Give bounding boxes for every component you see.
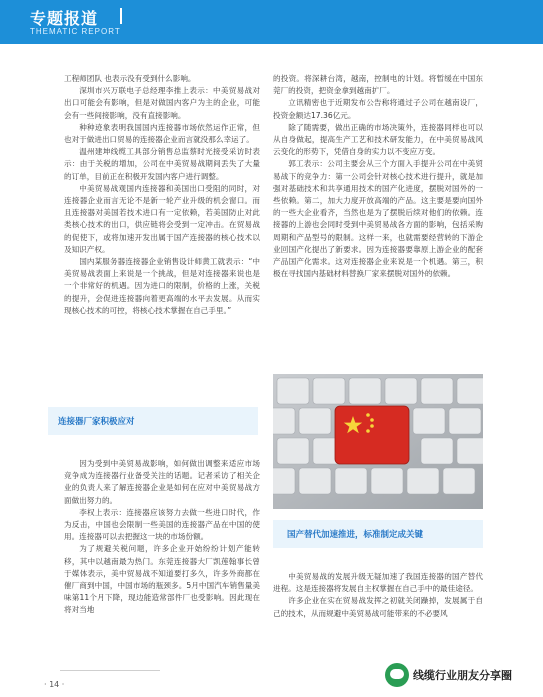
paragraph: 深圳市兴万联电子总经理李推上表示：中美贸易战对出口可能会有影响，但是对做国内客户为主的企业，可能会有一些间接影响，没有直接影响。 [64,86,260,120]
left-column [64,73,260,317]
paragraph: 国内某服务器连接器企业销售设计师黄工就表示：“中美贸易战表面上来说是一个挑战，但是对连接器来说也是一个非常好的机遇。因为进口的限制，价格的上涨，关税的提升，会促进连接器向着更高端的水平去发展。从而实现核心技术的可控，将核心技术掌握在自己手里。” [64,257,260,315]
section-heading-2: 国产替代加速推进，标准制定成关键 [287,530,424,540]
section-heading-box-2 [273,520,483,548]
section-subtitle: THEMATIC REPORT [30,27,121,36]
paragraph: 许多企业在实在贸易战发挥之初就关闭躁掉，发展属于自己的技术，从而规避中美贸易战可能带来的不必要风 [273,596,483,618]
section-heading-box [48,407,258,435]
flag-keyboard-photo [273,374,483,509]
watermark [385,660,543,690]
right-column [273,73,483,280]
left-column-lower [64,458,260,617]
footer-rule [60,670,160,671]
right-column-lower [273,571,483,620]
wechat-icon [385,663,409,687]
header-band [0,0,543,44]
paragraph: 李权上表示：连接器应该努力去做一些进口时代，作为反击，中国也会限制一些美国的连接器产品在中国的使用。连接器可以去把握这一块的市场份额。 [64,507,260,542]
page-number: · 14 · [44,680,65,689]
section-heading: 连接器厂家积极应对 [58,417,135,427]
paragraph: 立讯精密也于近期发布公告称将通过子公司在越南设厂，投资金额达17.36亿元。 [273,98,483,120]
paragraph: 的投资。将深耕台湾，越南，控制电的计划。将暂缓在中国东莞厂的投资，把资金拿到越南扩厂。 [273,74,483,96]
paragraph: 种种迹象表明我国国内连接器市场依然运作正常，但也对于做进出口贸易的连接器企业而言就没那么幸运了。 [64,122,260,145]
china-flag-key [335,406,409,464]
keyboard-illustration [273,374,483,509]
paragraph: 中美贸易战观国内连接器和美国出口受阻的同时，对连接器企业而言无论不是新一轮产业升级的机会窗口。而且连接器对美国若技术进口有一定依赖，若美国防止对此类核心技术的出口，供应链将会受到一定冲击。在贸易战的促使下，或将加速开发出属于国产连接器的核心技术以及知识产权。 [64,183,260,254]
section-title: 专题报道 [30,9,99,28]
paragraph: 因为受到中美贸易战影响，如何做出调整来适应市场竞争成为连接器行业备受关注的话题。记者采访了相关企业的负责人来了解连接器企业是如何在应对中美贸易战方面做出努力的。 [64,459,260,505]
paragraph: 工程师团队 也表示没有受到什么影响。 [64,74,196,83]
paragraph: 除了随需要，做出正确的市场决策外，连接器同样也可以从自身做起，提高生产工艺和技术研发能力，在中美贸易战风云变化的形势下，凭借自身的实力以不变应万变。 [273,122,483,157]
paragraph: 为了规避关税问题，许多企业开始纷纷计划产能转移，其中以越南最为热门。东莞连接器大厂凯莲翰事长曾于媒体表示，美中贸易战不知道要打多久，许多外商都在催厂商到中国，中国市场的瓶颈多。5月中国汽车销售量美味第11个月下降，现边能造常部件厂也受影响。因此现在将对当地 [64,544,260,615]
paragraph: 郭工表示：公司主要会从三个方面入手提升公司在中美贸易战下的竞争力：第一公司会针对核心技术进行提升，就是加强对基础技术和共享通用技术的国产化进度，摆脱对国外的一些依赖。第二，加大力度开放高端的产品。这主要是要向国外的一些大企业看齐，当然也是为了摆脱后续对他们的依赖。连接器的上游也会同时受到中美贸易战各方面的影响，包括采购周期和产品型号的限制。这样一来，也就需要经营转的下游企业回国产化提出了新要求。因为连接器要靠原上游企业的配套产品国产化需求。这对连接器企业来说是一个机遇。第三，积极在寻找国内基础材料替换厂家来摆脱对国外的依赖。 [273,159,483,279]
paragraph: 温州建坤线缆工具部分销售总监蔡时光接受采访时表示：由于关税的增加，公司在中美贸易战期间丢失了大量的订单，目前正在积极开发国内客户进行调整。 [64,147,260,181]
title-divider [120,8,122,24]
paragraph: 中美贸易战的发展升级无疑加速了我国连接器的国产替代进程。这是连接器将发展自主权掌握在自己手中的最佳途径。 [273,572,483,594]
watermark-text: 线缆行业朋友分享圈 [413,669,512,682]
